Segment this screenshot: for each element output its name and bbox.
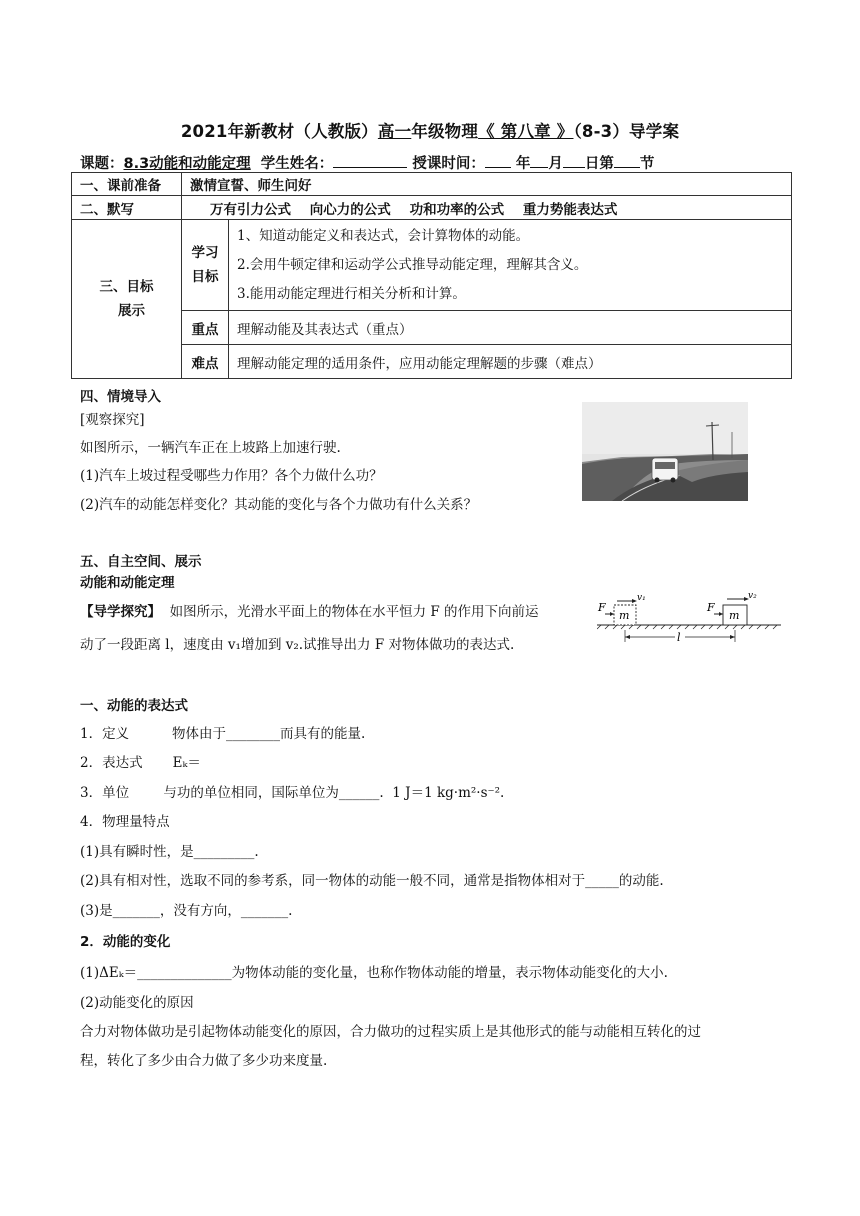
year-label: 年 (515, 156, 531, 172)
key-point-value: 理解动能及其表达式（重点） (229, 311, 792, 345)
title-part: 2021年新教材（人教版） (180, 122, 378, 141)
difficulty-label: 难点 (182, 345, 229, 379)
goal-item: 2.会用牛顿定律和运动学公式推导动能定理，理解其含义。 (237, 256, 588, 273)
part-2-heading: 2．动能的变化 (80, 934, 171, 950)
period-label: 节 (639, 156, 655, 172)
student-label: 学生姓名： (260, 156, 334, 172)
observe-tag: [观察探究] (80, 412, 145, 428)
change-cause-heading: (2)动能变化的原因 (80, 995, 194, 1011)
car-uphill-photo (582, 402, 748, 501)
prep-table (71, 172, 792, 379)
row-dictation-label: 二、默写 (72, 196, 182, 220)
scenario-text: 如图所示，一辆汽车正在上坡路上加速行驶. (80, 440, 341, 456)
row-goals-label (72, 220, 182, 379)
topic-label: 课题： (80, 156, 124, 172)
day-label: 日第 (584, 156, 614, 172)
distance-label: l (677, 631, 681, 644)
feature-heading: 4．物理量特点 (80, 814, 170, 830)
goals-label-a: 三、目标 (99, 279, 154, 295)
definition-line: 1．定义 物体由于________而具有的能量. (80, 726, 366, 742)
question-1: (1)汽车上坡过程受哪些力作用？各个力做什么功？ (80, 468, 383, 484)
expression-line: 2．表达式 Eₖ＝ (80, 755, 201, 771)
force-diagram (597, 592, 785, 644)
row-dictation-value: 万有引力公式 向心力的公式 功和功率的公式 重力势能表达式 (182, 196, 792, 220)
section-4-heading: 四、情境导入 (80, 389, 161, 405)
feature-3: (3)是_______，没有方向，_______. (80, 903, 293, 919)
guide-line-1 (80, 600, 539, 620)
goal-item: 1、知道动能定义和表达式，会计算物体的动能。 (237, 227, 530, 244)
feature-1: (1)具有瞬时性，是_________. (80, 844, 259, 860)
title-part: （8-3）导学案 (573, 122, 680, 141)
topic-value: 8.3动能和动能定理 (123, 156, 251, 172)
time-label: 授课时间： (412, 156, 485, 172)
month-label: 月 (548, 156, 563, 172)
learning-goals-label: 学习目标 (182, 220, 229, 311)
feature-2: (2)具有相对性，选取不同的参考系，同一物体的动能一般不同，通常是指物体相对于_____的动能. (80, 873, 664, 889)
guide-tag: 【导学探究】 (80, 604, 161, 620)
day-blank (563, 155, 585, 168)
section-5-heading: 五、自主空间、展示 (80, 554, 202, 570)
unit-line: 3．单位 与功的单位相同，国际单位为______. 1 J＝1 kg·m²·s⁻². (80, 785, 505, 801)
guide-text: 如图所示，光滑水平面上的物体在水平恒力 F 的作用下向前运 (169, 604, 539, 620)
difficulty-value: 理解动能定理的适用条件，应用动能定理解题的步骤（难点） (229, 345, 792, 379)
guide-line-2: 动了一段距离 l，速度由 v₁增加到 v₂.试推导出力 F 对物体做功的表达式. (80, 637, 515, 653)
page-title (0, 118, 860, 142)
change-definition: (1)ΔEₖ＝______________为物体动能的变化量，也称作物体动能的增量，表示物体动能变化的大小. (80, 965, 668, 981)
velocity-label-end: v₂ (748, 592, 757, 601)
section-5-subheading: 动能和动能定理 (80, 575, 175, 591)
change-cause-text-2: 程，转化了多少由合力做了多少功来度量. (80, 1053, 328, 1069)
title-chapter: 《 第八章 》 (478, 122, 574, 141)
month-blank (530, 155, 548, 168)
row-prep-label: 一、课前准备 (72, 173, 182, 196)
row-prep-value: 激情宣誓、师生问好 (182, 173, 792, 196)
year-blank (485, 155, 511, 168)
student-blank (333, 155, 407, 168)
force-label-start: F (598, 601, 606, 614)
goal-item: 3.能用动能定理进行相关分析和计算。 (237, 285, 466, 302)
period-blank (614, 155, 640, 168)
title-grade: 高一 (377, 122, 412, 141)
change-cause-text-1: 合力对物体做功是引起物体动能变化的原因，合力做功的过程实质上是其他形式的能与动能相互转化的过 (80, 1024, 701, 1040)
mass-label-end: m (729, 609, 740, 622)
question-2: (2)汽车的动能怎样变化？其动能的变化与各个力做功有什么关系？ (80, 497, 478, 513)
goals-label-b: 展示 (118, 303, 145, 319)
lesson-meta (80, 152, 654, 173)
part-1-heading: 一、动能的表达式 (80, 698, 188, 714)
force-label-end: F (707, 601, 715, 614)
learning-goals (229, 220, 792, 311)
mass-label-start: m (619, 609, 630, 622)
velocity-label-start: v₁ (637, 593, 646, 603)
key-point-label: 重点 (182, 311, 229, 345)
title-part: 年级物理 (411, 122, 479, 141)
